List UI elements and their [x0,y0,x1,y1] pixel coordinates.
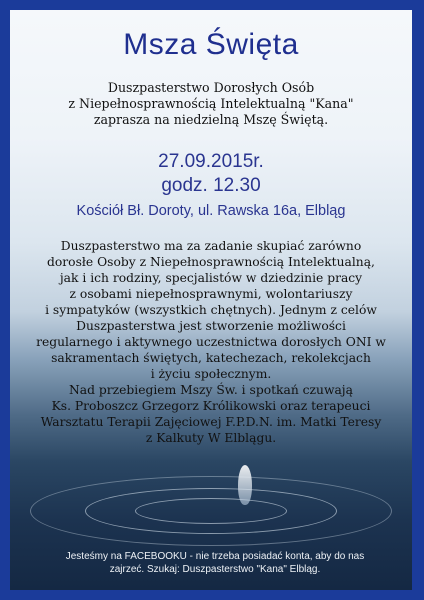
description-line: sakramentach świętych, katechezach, rekolekcjach [51,351,371,365]
event-datetime [10,150,412,198]
intro-line: zaprasza na niedzielną Mszę Świętą. [93,112,329,127]
description-line: i sympatyków (wszystkich chętnych). Jednym z celów [45,303,377,317]
description-line: z Kalkuty W Elblągu. [145,431,277,445]
intro-line: Duszpasterstwo Dorosłych Osób [107,80,315,95]
event-place: Kościół Bł. Doroty, ul. Rawska 16a, Elbląg [76,203,346,219]
description-line: z osobami niepełnosprawnymi, wolontariuszy [69,287,353,301]
event-time: godz. 12.30 [161,175,261,196]
footer-line: Jesteśmy na FACEBOOKU - nie trzeba posiadać konta, aby do nas [65,551,365,562]
page-title: Msza Święta [123,28,299,61]
facebook-note [30,550,400,576]
description-line: Duszpasterstwa jest stworzenie możliwości [76,319,346,333]
intro-line: z Niepełnosprawnością Intelektualną "Kana" [68,96,354,111]
description-line: Ks. Proboszcz Grzegorz Królikowski oraz terapeuci [51,399,371,413]
description-text [16,238,406,446]
event-date: 27.09.2015r. [158,151,264,172]
description-line: regularnego i aktywnego uczestnictwa dorosłych ONI w [36,335,386,349]
description-line: Duszpasterstwo ma za zadanie skupiać zarówno [60,239,362,253]
footer-line: zajrzeć. Szukaj: Duszpasterstwo "Kana" Elbląg. [109,564,321,575]
poster-content [10,10,412,590]
description-line: i życiu społecznym. [150,367,272,381]
description-line: dorosłe Osoby z Niepełnosprawnością Intelektualną, [47,255,375,269]
description-line: Nad przebiegiem Mszy Św. i spotkań czuwają [69,383,353,397]
intro-text [10,80,412,128]
description-line: jak i ich rodziny, specjalistów w dziedzinie pracy [59,271,363,285]
description-line: Warsztatu Terapii Zajęciowej F.P.D.N. im. Matki Teresy [40,415,382,429]
